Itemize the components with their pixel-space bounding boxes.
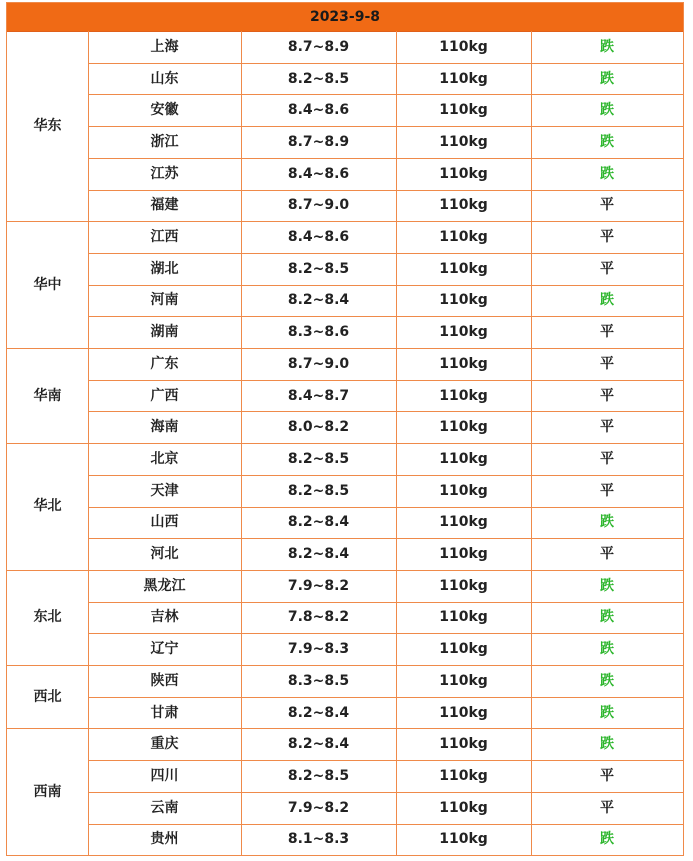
region-name: 西南: [33, 783, 62, 800]
price-range: 8.1~8.3: [287, 831, 350, 848]
price-range: 8.7~9.0: [287, 197, 350, 214]
region-name: 华东: [33, 118, 62, 135]
province-name: 河北: [150, 546, 179, 563]
province-name: 江苏: [150, 165, 179, 182]
trend-indicator: 跌: [600, 609, 614, 626]
province-name: 甘肃: [150, 704, 179, 721]
province-name: 吉林: [150, 609, 179, 626]
date-label: 2023-9-8: [309, 9, 381, 25]
province-name: 四川: [150, 767, 179, 784]
price-table: [6, 2, 684, 856]
weight-value: 110kg: [439, 197, 488, 214]
price-range: 8.7~8.9: [287, 133, 350, 150]
weight-value: 110kg: [439, 324, 488, 341]
weight-value: 110kg: [439, 387, 488, 404]
trend-indicator: 跌: [600, 704, 614, 721]
trend-indicator: 平: [600, 546, 614, 563]
weight-value: 110kg: [439, 450, 488, 467]
province-name: 山东: [150, 70, 179, 87]
price-range: 8.3~8.5: [287, 672, 350, 689]
weight-value: 110kg: [439, 165, 488, 182]
trend-indicator: 跌: [600, 102, 614, 119]
price-range: 7.8~8.2: [287, 609, 350, 626]
weight-value: 110kg: [439, 672, 488, 689]
trend-indicator: 跌: [600, 831, 614, 848]
trend-indicator: 平: [600, 197, 614, 214]
region-name: 华北: [33, 498, 62, 515]
province-name: 云南: [150, 799, 179, 816]
trend-indicator: 跌: [600, 672, 614, 689]
price-range: 8.4~8.7: [287, 387, 350, 404]
weight-value: 110kg: [439, 292, 488, 309]
province-name: 浙江: [150, 133, 179, 150]
weight-value: 110kg: [439, 799, 488, 816]
weight-value: 110kg: [439, 831, 488, 848]
weight-value: 110kg: [439, 704, 488, 721]
province-name: 海南: [150, 419, 179, 436]
province-name: 广东: [150, 355, 179, 372]
trend-indicator: 平: [600, 482, 614, 499]
price-range: 8.2~8.4: [287, 736, 350, 753]
weight-value: 110kg: [439, 546, 488, 563]
price-range: 8.2~8.4: [287, 514, 350, 531]
weight-value: 110kg: [439, 641, 488, 658]
price-range: 7.9~8.2: [287, 577, 350, 594]
price-range: 8.2~8.4: [287, 292, 350, 309]
province-name: 江西: [150, 229, 179, 246]
province-name: 河南: [150, 292, 179, 309]
trend-indicator: 平: [600, 767, 614, 784]
trend-indicator: 平: [600, 799, 614, 816]
price-range: 8.4~8.6: [287, 102, 350, 119]
region-name: 西北: [33, 688, 62, 705]
weight-value: 110kg: [439, 229, 488, 246]
price-range: 7.9~8.2: [287, 799, 350, 816]
province-name: 湖南: [150, 324, 179, 341]
price-range: 8.2~8.4: [287, 704, 350, 721]
region-name: 华南: [33, 387, 62, 404]
weight-value: 110kg: [439, 767, 488, 784]
price-range: 8.2~8.5: [287, 482, 350, 499]
weight-value: 110kg: [439, 102, 488, 119]
weight-value: 110kg: [439, 482, 488, 499]
trend-indicator: 平: [600, 419, 614, 436]
trend-indicator: 跌: [600, 641, 614, 658]
province-name: 辽宁: [150, 641, 179, 658]
trend-indicator: 平: [600, 355, 614, 372]
trend-indicator: 跌: [600, 292, 614, 309]
province-name: 北京: [150, 450, 179, 467]
weight-value: 110kg: [439, 609, 488, 626]
price-range: 8.2~8.5: [287, 70, 350, 87]
price-range: 8.2~8.5: [287, 260, 350, 277]
weight-value: 110kg: [439, 133, 488, 150]
region-name: 东北: [33, 609, 62, 626]
province-name: 安徽: [150, 102, 179, 119]
trend-indicator: 平: [600, 260, 614, 277]
weight-value: 110kg: [439, 577, 488, 594]
province-name: 福建: [150, 197, 179, 214]
price-range: 8.4~8.6: [287, 165, 350, 182]
province-name: 黑龙江: [143, 577, 186, 594]
trend-indicator: 跌: [600, 736, 614, 753]
trend-indicator: 跌: [600, 165, 614, 182]
trend-indicator: 平: [600, 387, 614, 404]
price-range: 8.0~8.2: [287, 419, 350, 436]
province-name: 贵州: [150, 831, 179, 848]
province-name: 湖北: [150, 260, 179, 277]
trend-indicator: 平: [600, 450, 614, 467]
weight-value: 110kg: [439, 419, 488, 436]
weight-value: 110kg: [439, 514, 488, 531]
province-name: 上海: [150, 38, 179, 55]
price-range: 8.2~8.4: [287, 546, 350, 563]
trend-indicator: 跌: [600, 38, 614, 55]
weight-value: 110kg: [439, 70, 488, 87]
trend-indicator: 跌: [600, 133, 614, 150]
price-range: 8.3~8.6: [287, 324, 350, 341]
province-name: 天津: [150, 482, 179, 499]
price-range: 8.4~8.6: [287, 229, 350, 246]
weight-value: 110kg: [439, 260, 488, 277]
trend-indicator: 跌: [600, 577, 614, 594]
price-range: 7.9~8.3: [287, 641, 350, 658]
price-range: 8.7~9.0: [287, 355, 350, 372]
weight-value: 110kg: [439, 38, 488, 55]
province-name: 山西: [150, 514, 179, 531]
province-name: 广西: [150, 387, 179, 404]
region-name: 华中: [33, 276, 62, 293]
trend-indicator: 跌: [600, 514, 614, 531]
province-name: 重庆: [150, 736, 179, 753]
price-range: 8.7~8.9: [287, 38, 350, 55]
price-range: 8.2~8.5: [287, 767, 350, 784]
price-range: 8.2~8.5: [287, 450, 350, 467]
province-name: 陕西: [150, 672, 179, 689]
weight-value: 110kg: [439, 736, 488, 753]
trend-indicator: 跌: [600, 70, 614, 87]
trend-indicator: 平: [600, 229, 614, 246]
weight-value: 110kg: [439, 355, 488, 372]
trend-indicator: 平: [600, 324, 614, 341]
date-header: [7, 3, 683, 32]
